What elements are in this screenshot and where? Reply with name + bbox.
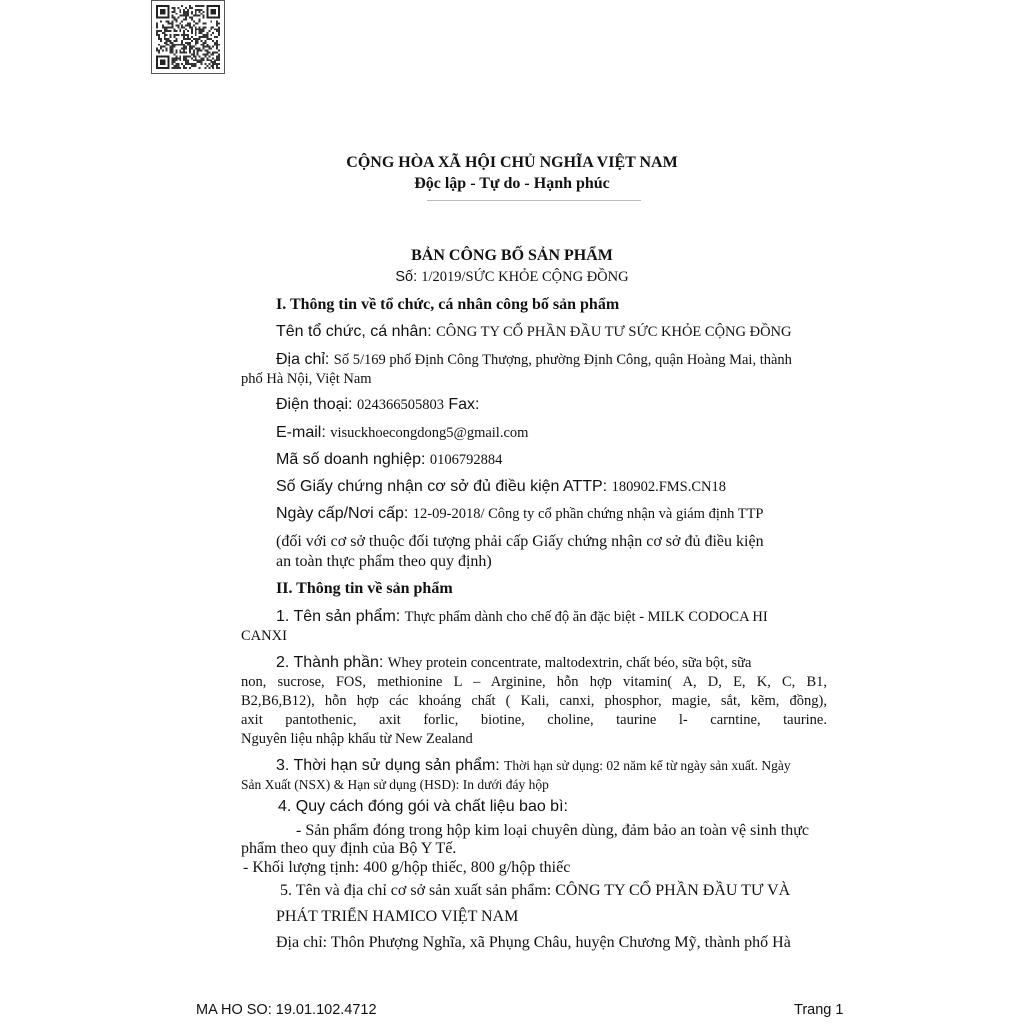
ingredients-value-3: B2,B6,B12), hỗn hợp các khoáng chất ( Kali, canxi, phosphor, magie, sắt, kẽm, đồng), xyxy=(241,693,827,709)
product-name-label: 1. Tên sản phẩm: xyxy=(276,608,405,625)
shelf-life-label: 3. Thời hạn sử dụng sản phẩm: xyxy=(276,757,505,774)
packing-heading: 4. Quy cách đóng gói và chất liệu bao bì: xyxy=(278,798,568,815)
page-number: Trang 1 xyxy=(794,1002,844,1018)
note-line-1: (đối với cơ sở thuộc đối tượng phải cấp Giấy chứng nhận cơ sở đủ điều kiện xyxy=(276,533,764,550)
packing-line-1: - Sản phẩm đóng trong hộp kim loại chuyên dùng, đảm bảo an toàn vệ sinh thực xyxy=(296,822,810,839)
fax-label: Fax: xyxy=(443,396,480,413)
ingredients-value-2: non, sucrose, FOS, methionine L – Arginine, hỗn hợp vitamin( A, D, E, K, C, B1, xyxy=(241,674,827,690)
tax-code-line xyxy=(276,451,502,469)
document-number-value: 1/2019/SỨC KHỎE CỘNG ĐỒNG xyxy=(421,269,629,285)
document-number-label: Số: xyxy=(395,269,422,285)
ingredients-value-4: axit pantothenic, axit forlic, biotine, choline, taurine l- carntine, taurine. xyxy=(241,712,827,728)
issue-label: Ngày cấp/Nơi cấp: xyxy=(276,505,413,522)
certificate-label: Số Giấy chứng nhận cơ sở đủ điều kiện ATTP: xyxy=(276,478,612,495)
tax-code-label: Mã số doanh nghiệp: xyxy=(276,451,430,468)
org-name-value: CÔNG TY CỔ PHẦN ĐẦU TƯ SỨC KHỎE CỘNG ĐỒNG xyxy=(436,324,792,340)
note-line-2: an toàn thực phẩm theo quy định) xyxy=(276,553,492,570)
packing-line-2: phẩm theo quy định của Bộ Y Tế. xyxy=(241,840,457,857)
phone-line xyxy=(276,396,480,414)
org-name-line xyxy=(276,323,792,341)
email-value: visuckhoecongdong5@gmail.com xyxy=(330,425,529,441)
ingredients-label: 2. Thành phần: xyxy=(276,654,388,671)
manufacturer-address: Địa chỉ: Thôn Phượng Nghĩa, xã Phụng Châu, huyện Chương Mỹ, thành phố Hà xyxy=(276,934,791,951)
address-value-1: Số 5/169 phố Định Công Thượng, phường Định Công, quận Hoàng Mai, thành xyxy=(333,352,792,368)
motto: Độc lập - Tự do - Hạnh phúc xyxy=(414,175,610,192)
certificate-line xyxy=(276,478,726,496)
shelf-life-value-2: Sản Xuất (NSX) & Hạn sử dụng (HSD): In dưới đáy hộp xyxy=(241,777,549,792)
ingredients-value-1: Whey protein concentrate, maltodextrin, chất béo, sữa bột, sữa xyxy=(387,655,752,671)
republic-heading: CỘNG HÒA XÃ HỘI CHỦ NGHĨA VIỆT NAM xyxy=(346,154,678,171)
email-line xyxy=(276,424,528,442)
certificate-value: 180902.FMS.CN18 xyxy=(611,479,726,495)
email-label: E-mail: xyxy=(276,424,331,441)
tax-code-value: 0106792884 xyxy=(429,452,503,468)
section-1-heading: I. Thông tin về tổ chức, cá nhân công bố sản phẩm xyxy=(276,296,620,313)
phone-value: 024366505803 xyxy=(356,397,444,413)
header-divider xyxy=(427,200,641,201)
ingredients-line-1 xyxy=(276,654,751,672)
manufacturer-line-1: 5. Tên và địa chỉ cơ sở sản xuất sản phẩm: CÔNG TY CỔ PHẦN ĐẦU TƯ VÀ xyxy=(280,882,791,899)
address-label: Địa chỉ: xyxy=(276,351,334,368)
issue-value: 12-09-2018/ Công ty cổ phần chứng nhận và giám định TTP xyxy=(412,506,764,522)
org-name-label: Tên tổ chức, cá nhân: xyxy=(276,323,437,340)
packing-line-3: - Khối lượng tịnh: 400 g/hộp thiếc, 800 g/hộp thiếc xyxy=(243,859,571,876)
qr-code-icon xyxy=(151,0,225,74)
file-code: MA HO SO: 19.01.102.4712 xyxy=(196,1002,377,1018)
phone-label: Điện thoại: xyxy=(276,396,357,413)
section-2-heading: II. Thông tin về sản phẩm xyxy=(276,580,453,597)
shelf-life-value-1: Thời hạn sử dụng: 02 năm kể từ ngày sản xuất. Ngày xyxy=(504,758,791,773)
document-number xyxy=(0,268,1024,286)
address-value-2: phố Hà Nội, Việt Nam xyxy=(241,371,372,387)
issue-line xyxy=(276,505,764,523)
ingredients-value-5: Nguyên liệu nhập khẩu từ New Zealand xyxy=(241,731,473,747)
product-name-value-1: Thực phẩm dành cho chế độ ăn đặc biệt - MILK CODOCA HI xyxy=(404,609,768,625)
address-line-1 xyxy=(276,351,792,369)
shelf-life-line-1 xyxy=(276,757,791,775)
manufacturer-line-2: PHÁT TRIỂN HAMICO VIỆT NAM xyxy=(276,908,519,925)
product-name-value-2: CANXI xyxy=(241,628,287,644)
document-title: BẢN CÔNG BỐ SẢN PHẨM xyxy=(411,247,613,264)
product-name-line-1 xyxy=(276,608,768,626)
